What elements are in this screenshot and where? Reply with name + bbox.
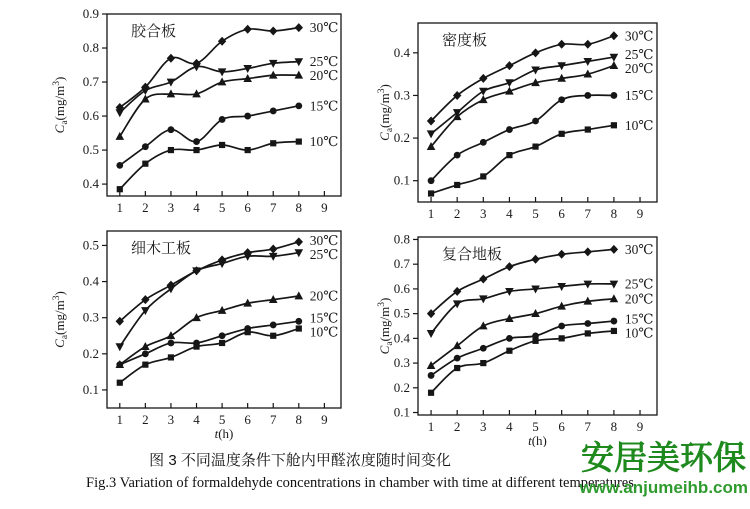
x-tick-label: 4 xyxy=(193,200,200,215)
x-tick-label: 4 xyxy=(193,412,200,427)
x-tick-label: 1 xyxy=(427,419,435,434)
y-tick-label: 0.4 xyxy=(393,330,410,346)
series-label: 25℃ xyxy=(309,53,339,69)
x-tick-label: 3 xyxy=(480,206,487,221)
series-label: 10℃ xyxy=(309,134,339,150)
y-tick-label: 0.2 xyxy=(393,379,410,395)
watermark-url-text: www.anjumeihb.com xyxy=(579,478,748,497)
series-label: 20℃ xyxy=(624,60,654,76)
x-tick-label: 1 xyxy=(116,412,124,427)
series-label: 15℃ xyxy=(309,98,339,114)
series-label: 20℃ xyxy=(624,291,654,307)
chart-density-board xyxy=(375,0,750,225)
y-tick-label: 0.5 xyxy=(82,237,99,253)
y-tick-label: 0.5 xyxy=(393,305,410,321)
watermark xyxy=(580,438,750,497)
panel-title: 胶合板 xyxy=(131,23,177,40)
series-15℃ xyxy=(116,318,302,368)
x-tick-label: 9 xyxy=(636,206,644,221)
series-label: 20℃ xyxy=(309,288,339,304)
x-tick-label: 7 xyxy=(584,206,592,221)
x-tick-label: 1 xyxy=(427,206,435,221)
x-tick-label: 3 xyxy=(167,412,175,427)
x-tick-label: 4 xyxy=(506,419,513,434)
y-tick-label: 0.8 xyxy=(82,40,99,56)
y-tick-label: 0.2 xyxy=(393,130,410,146)
x-tick-label: 6 xyxy=(244,412,251,427)
y-tick-label: 0.4 xyxy=(82,273,99,289)
series-20℃ xyxy=(115,71,303,140)
y-tick-label: 0.1 xyxy=(82,381,99,397)
x-tick-label: 8 xyxy=(295,200,303,215)
y-axis-label: $C_a(mg/m^3)$ xyxy=(377,297,395,355)
plot-box xyxy=(418,23,657,202)
y-axis-label: $C_a(mg/m^3)$ xyxy=(52,291,70,348)
chart-laminate-floor xyxy=(375,225,750,447)
series-label: 10℃ xyxy=(624,325,654,341)
y-tick-label: 0.8 xyxy=(393,231,410,247)
chart-plywood xyxy=(0,0,375,225)
watermark-brand-text: 安居美环保 xyxy=(581,439,746,476)
series-label: 10℃ xyxy=(309,324,339,340)
series-10℃ xyxy=(428,122,617,196)
x-tick-label: 5 xyxy=(532,206,539,221)
series-label: 25℃ xyxy=(309,246,339,262)
x-tick-label: 9 xyxy=(636,419,644,434)
series-label: 20℃ xyxy=(309,67,339,83)
y-axis-label: $C_a(mg/m^3)$ xyxy=(377,84,395,141)
y-tick-label: 0.2 xyxy=(82,345,99,361)
x-tick-label: 8 xyxy=(610,206,618,221)
axis xyxy=(83,231,341,427)
x-tick-label: 5 xyxy=(218,200,226,215)
caption-chinese: 图 3 不同温度条件下舱内甲醛浓度随时间变化 xyxy=(149,452,451,469)
y-tick-label: 0.1 xyxy=(393,172,410,188)
series-20℃ xyxy=(427,61,618,150)
x-tick-label: 8 xyxy=(295,412,303,427)
x-tick-label: 6 xyxy=(244,200,251,215)
series-15℃ xyxy=(116,102,302,168)
x-axis-label: t(h) xyxy=(528,433,547,447)
x-axis-label: t(h) xyxy=(214,426,234,441)
y-tick-label: 0.7 xyxy=(393,256,410,272)
plot-box xyxy=(418,237,657,415)
series-label: 15℃ xyxy=(624,87,654,103)
x-tick-label: 7 xyxy=(269,412,277,427)
series-label: 25℃ xyxy=(624,276,654,292)
x-tick-label: 5 xyxy=(218,412,226,427)
chart-blockboard xyxy=(0,225,375,447)
y-tick-label: 0.3 xyxy=(82,309,99,325)
y-tick-label: 0.7 xyxy=(82,74,99,90)
y-tick-label: 0.1 xyxy=(393,404,410,420)
series-label: 25℃ xyxy=(624,46,654,62)
series-label: 30℃ xyxy=(309,232,339,248)
x-tick-label: 3 xyxy=(167,200,175,215)
panel-title: 细木工板 xyxy=(131,240,192,257)
x-tick-label: 1 xyxy=(116,200,124,215)
x-tick-label: 3 xyxy=(480,419,487,434)
series-10℃ xyxy=(428,328,617,396)
x-tick-label: 9 xyxy=(321,200,328,215)
x-tick-label: 8 xyxy=(610,419,618,434)
y-tick-label: 0.5 xyxy=(82,142,99,158)
y-tick-label: 0.9 xyxy=(82,6,99,21)
series-label: 15℃ xyxy=(309,310,339,326)
y-tick-label: 0.3 xyxy=(393,355,410,371)
series-label: 30℃ xyxy=(624,28,654,44)
series-label: 30℃ xyxy=(624,241,654,257)
y-tick-label: 0.4 xyxy=(82,176,99,192)
series-label: 15℃ xyxy=(624,311,654,327)
y-tick-label: 0.4 xyxy=(393,44,410,60)
panel-title: 复合地板 xyxy=(442,246,503,263)
x-tick-label: 7 xyxy=(269,200,277,215)
x-tick-label: 4 xyxy=(506,206,513,221)
x-tick-label: 2 xyxy=(453,419,461,434)
x-tick-label: 7 xyxy=(584,419,592,434)
y-tick-label: 0.3 xyxy=(393,87,410,103)
y-tick-label: 0.6 xyxy=(82,108,99,124)
y-tick-label: 0.6 xyxy=(393,280,410,296)
x-tick-label: 5 xyxy=(532,419,539,434)
panel-title: 密度板 xyxy=(442,32,488,49)
x-tick-label: 6 xyxy=(558,206,565,221)
caption-english: Fig.3 Variation of formaldehyde concentrations in chamber with time at different temperatures xyxy=(86,475,634,491)
series-15℃ xyxy=(428,92,618,184)
y-axis-label: $C_a(mg/m^3)$ xyxy=(52,76,70,134)
series-label: 10℃ xyxy=(624,117,654,133)
x-tick-label: 2 xyxy=(142,200,149,215)
x-tick-label: 2 xyxy=(453,206,461,221)
x-tick-label: 6 xyxy=(558,419,565,434)
series-label: 30℃ xyxy=(309,20,339,36)
x-tick-label: 9 xyxy=(321,412,328,427)
x-tick-label: 2 xyxy=(142,412,149,427)
